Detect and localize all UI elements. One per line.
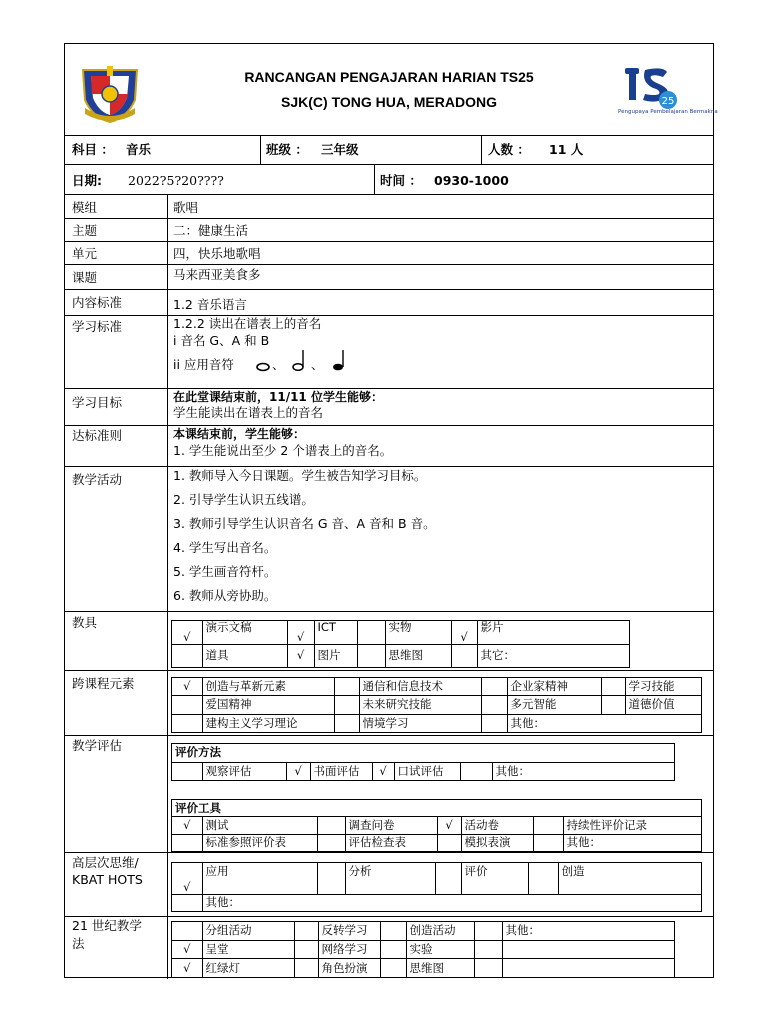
school-name: SJK(C) TONG HUA, MERADONG [281,94,497,110]
check-future[interactable] [334,696,359,714]
aid-pics: 图片 [314,644,357,667]
class-value: 三年级 [321,142,359,157]
check-checklist[interactable] [317,834,345,851]
c21-blank-2 [502,959,674,977]
check-traffic[interactable]: √ [172,959,202,977]
method-observe: 观察评估 [202,762,286,780]
cross-multi-intel: 多元智能 [507,696,601,714]
document-title: RANCANGAN PENGAJARAN HARIAN TS25 [244,69,534,85]
kbat-evaluate: 评价 [461,863,528,894]
unit-value: 四，快乐地歌唱 [173,246,261,261]
check-simulation[interactable] [437,834,461,851]
theme-label: 主题 [72,223,98,238]
assessment-method-heading: 评价方法 [172,744,674,762]
check-survey[interactable] [317,817,345,834]
check-film[interactable]: √ [451,621,477,644]
activity-item: 4. 学生写出音名。 [173,540,277,555]
activity-item: 1. 教师导入今日课题。学生被告知学习目标。 [173,468,427,483]
kbat-other: 其他： [202,894,701,911]
ts25-caption: Pengupaya Pembelajaran Bermakna [618,109,718,115]
cross-moral: 道德价值 [625,696,701,714]
check-mindmap[interactable] [357,644,385,667]
quarter-note-icon [331,348,347,372]
cross-contextual: 情境学习 [359,714,481,732]
aid-real: 实物 [385,621,451,644]
whole-note-icon [255,358,271,372]
check-evaluate[interactable] [435,863,461,894]
check-method-other[interactable] [460,762,492,780]
topic-value: 马来西亚美食多 [173,267,261,282]
objective-heading: 在此堂课结束前，11/11 位学生能够： [173,390,383,404]
check-demo[interactable]: √ [172,621,202,644]
assessment-label: 教学评估 [72,738,123,753]
check-written[interactable]: √ [286,762,310,780]
tool-other: 其他： [563,834,701,851]
activity-item: 2. 引导学生认识五线谱。 [173,492,314,507]
aid-props: 道具 [202,644,287,667]
note-separator-1: 、 [272,357,285,372]
check-entrepreneur[interactable] [481,678,507,696]
aid-film: 影片 [477,621,629,644]
aid-other: 其它： [477,644,629,667]
cross-entrepreneur: 企业家精神 [507,678,601,696]
tool-worksheet: 活动卷 [461,817,533,834]
check-pics[interactable]: √ [287,644,314,667]
tool-continuous: 持续性评价记录 [563,817,701,834]
method-written: 书面评估 [310,762,372,780]
activity-item: 5. 学生画音符杆。 [173,564,277,579]
check-contextual[interactable] [334,714,359,732]
c21-group: 分组活动 [202,922,294,940]
cross-patriotism: 爱国精神 [202,696,334,714]
activity-item: 6. 教师从旁协助。 [173,588,277,603]
check-learning-skills[interactable] [601,678,625,696]
assessment-tool-table [171,799,702,852]
time-label: 时间 ： [380,173,422,188]
check-group[interactable] [172,922,202,940]
check-web[interactable] [294,940,318,959]
check-blank-1[interactable] [474,940,502,959]
c21-flipped: 反转学习 [318,922,380,940]
check-oral[interactable]: √ [372,762,394,780]
check-observe[interactable] [172,762,202,780]
cross-learning-skills: 学习技能 [625,678,701,696]
tool-survey: 调查问卷 [345,817,437,834]
tool-simulation: 模拟表演 [461,834,533,851]
objective-label: 学习目标 [72,395,123,410]
theme-value: 二：健康生活 [173,223,249,238]
date-label: 日期: [72,173,102,188]
method-oral: 口试评估 [394,762,460,780]
c21-traffic: 红绿灯 [202,959,294,977]
check-props[interactable] [172,644,202,667]
assessment-method-table [171,743,675,781]
check-constructivism[interactable] [172,714,202,732]
c21-mindmap: 思维图 [406,959,474,977]
module-value: 歌唱 [173,200,199,215]
check-reference[interactable] [172,834,202,851]
half-note-icon [291,348,307,372]
check-ict[interactable]: √ [287,621,314,644]
objective-text: 学生能读出在谱表上的音名 [173,405,324,420]
svg-text:25: 25 [661,96,675,107]
check-create[interactable] [528,863,558,894]
cross-creativity: 创造与革新元素 [202,678,334,696]
subject-value: 音乐 [126,142,152,157]
check-moral[interactable] [601,696,625,714]
check-multi-intel[interactable] [481,696,507,714]
check-mindmap-c21[interactable] [380,959,406,977]
cross-curricular-label: 跨课程元素 [72,676,135,691]
time-value: 0930-1000 [434,173,509,188]
aid-demo: 演示文稿 [202,621,287,644]
kbat-table [171,862,702,912]
lesson-plan-sheet [64,43,718,978]
tool-reference: 标准参照评价表 [202,834,317,851]
check-roleplay[interactable] [294,959,318,977]
c21-label-line-2: 法 [72,936,85,951]
check-blank-2[interactable] [474,959,502,977]
aid-mindmap: 思维图 [385,644,451,667]
ts25-logo [623,64,681,114]
check-ict-comm[interactable] [334,678,359,696]
kbat-label-line-1: 高层次思维/ [72,855,139,870]
cross-other: 其他： [507,714,701,732]
c21-table [171,921,675,978]
check-real[interactable] [357,621,385,644]
cross-constructivism: 建构主义学习理论 [202,714,334,732]
cross-curricular-table [171,677,702,733]
teaching-aids-table [171,620,630,668]
learning-standard-line-3: ii 应用音符 [173,357,234,372]
check-c21-other[interactable] [474,922,502,940]
module-label: 模组 [72,200,98,215]
criteria-text: 1. 学生能说出至少 2 个谱表上的音名。 [173,443,393,458]
tool-checklist: 评估检查表 [345,834,437,851]
count-value: 11 人 [549,142,584,157]
unit-label: 单元 [72,246,98,261]
check-patriotism[interactable] [172,696,202,714]
criteria-label: 达标准则 [72,428,123,443]
kbat-analyze: 分析 [345,863,435,894]
check-apply[interactable]: √ [172,863,202,894]
content-standard-label: 内容标准 [72,295,123,310]
teaching-aids-label: 教具 [72,615,98,630]
assessment-tool-heading: 评价工具 [172,800,701,817]
check-experiment[interactable] [380,940,406,959]
check-worksheet[interactable]: √ [437,817,461,834]
learning-standard-line-1: 1.2.2 读出在谱表上的音名 [173,316,322,331]
activity-item: 3. 教师引导学生认识音名 G 音、A 音和 B 音。 [173,516,436,531]
subject-label: 科目 ： [72,142,114,157]
c21-present: 呈堂 [202,940,294,959]
check-other[interactable] [451,644,477,667]
note-separator-2: 、 [311,357,324,372]
kbat-apply: 应用 [202,863,317,894]
cross-ict: 通信和信息技术 [359,678,481,696]
c21-label-line-1: 21 世纪教学 [72,918,142,933]
date-value: 2022?5?20???? [128,173,224,188]
c21-blank-1 [502,940,674,959]
aid-ict: ICT [314,621,357,644]
learning-standard-label: 学习标准 [72,319,123,334]
check-present[interactable]: √ [172,940,202,959]
check-creativity[interactable]: √ [172,678,202,696]
topic-label: 课题 [72,270,98,285]
check-test[interactable]: √ [172,817,202,834]
check-flipped[interactable] [294,922,318,940]
class-label: 班级 ： [266,142,308,157]
check-kbat-other[interactable] [172,894,202,911]
count-label: 人数 ： [488,142,530,157]
check-cross-other[interactable] [481,714,507,732]
c21-other: 其他： [502,922,674,940]
cross-future: 未来研究技能 [359,696,481,714]
c21-creative: 创造活动 [406,922,474,940]
kbat-create: 创造 [558,863,701,894]
learning-standard-line-2: i 音名 G、A 和 B [173,333,270,348]
c21-roleplay: 角色扮演 [318,959,380,977]
c21-experiment: 实验 [406,940,474,959]
check-analyze[interactable] [317,863,345,894]
c21-web: 网络学习 [318,940,380,959]
tool-test: 测试 [202,817,317,834]
kbat-label-line-2: KBAT HOTS [72,872,143,887]
activities-label: 教学活动 [72,472,123,487]
content-standard-value: 1.2 音乐语言 [173,297,247,312]
method-other: 其他： [492,762,674,780]
check-tool-other[interactable] [533,834,563,851]
criteria-heading: 本课结束前，学生能够： [173,427,306,441]
check-creative[interactable] [380,922,406,940]
check-continuous[interactable] [533,817,563,834]
